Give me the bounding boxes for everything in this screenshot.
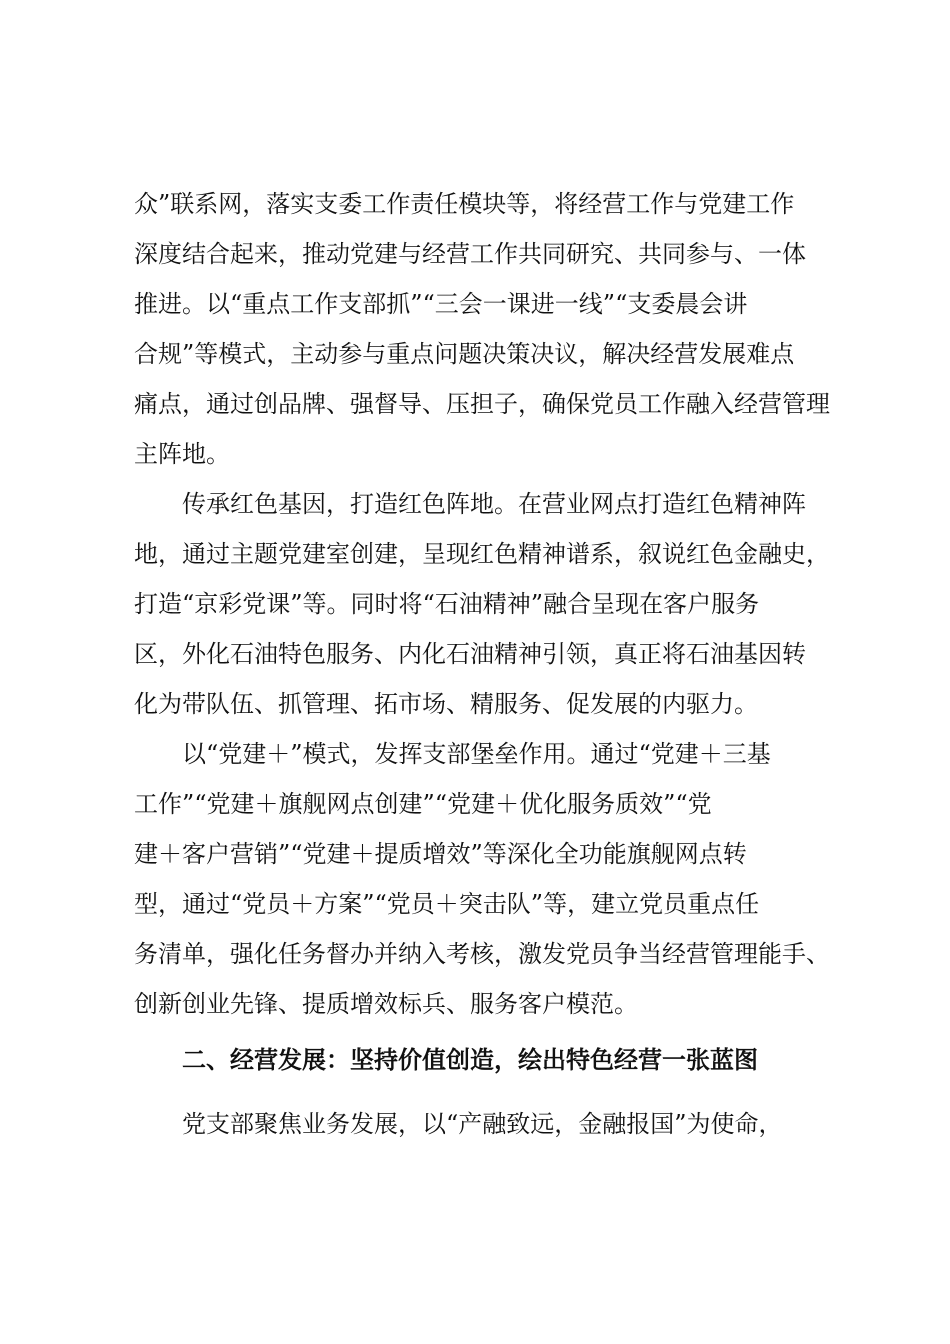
text-line-content: 众”联系网，落实支委工作责任模块等，将经营工作与党建工作 [134, 190, 795, 218]
text-line-content: 建＋客户营销”“党建＋提质增效”等深化全功能旗舰网点转 [134, 840, 747, 868]
text-line-content: 化为带队伍、抓管理、拓市场、精服务、促发展的内驱力。 [134, 690, 758, 718]
text-line [0, 434, 950, 474]
text-line-content: 型，通过“党员＋方案”“党员＋突击队”等，建立党员重点任 [134, 890, 760, 918]
text-line-content: 务清单，强化任务督办并纳入考核，激发党员争当经营管理能手、 [134, 940, 830, 968]
text-line [0, 1104, 950, 1144]
text-line-content: 党支部聚焦业务发展，以“产融致远，金融报国”为使命， [182, 1110, 783, 1138]
text-line-content: 传承红色基因，打造红色阵地。在营业网点打造红色精神阵 [182, 490, 806, 518]
text-line-content: 工作”“党建＋旗舰网点创建”“党建＋优化服务质效”“党 [134, 790, 712, 818]
text-line [0, 734, 950, 774]
text-line [0, 284, 950, 324]
text-line [0, 234, 950, 274]
text-line [0, 884, 950, 924]
text-line-content: 痛点，通过创品牌、强督导、压担子，确保党员工作融入经营管理 [134, 390, 830, 418]
text-line [0, 384, 950, 424]
text-line-content: 深度结合起来，推动党建与经营工作共同研究、共同参与、一体 [134, 240, 806, 268]
text-line-content: 地，通过主题党建室创建，呈现红色精神谱系，叙说红色金融史， [134, 540, 830, 568]
text-line-content: 合规”等模式，主动参与重点问题决策决议，解决经营发展难点 [134, 340, 795, 368]
text-line [0, 984, 950, 1024]
text-line [0, 934, 950, 974]
text-line-content: 主阵地。 [134, 440, 230, 468]
text-line [0, 334, 950, 374]
text-line-content: 以“党建＋”模式，发挥支部堡垒作用。通过“党建＋三基 [182, 740, 771, 768]
text-line [0, 534, 950, 574]
text-line [0, 484, 950, 524]
text-line [0, 584, 950, 624]
text-line [0, 784, 950, 824]
text-line [0, 684, 950, 724]
text-line [0, 184, 950, 224]
text-line-content: 打造“京彩党课”等。同时将“石油精神”融合呈现在客户服务 [134, 590, 760, 618]
section-heading-text: 二、经营发展：坚持价值创造，绘出特色经营一张蓝图 [182, 1046, 758, 1074]
text-line-content: 创新创业先锋、提质增效标兵、服务客户模范。 [134, 990, 638, 1018]
text-line [0, 634, 950, 674]
text-line-content: 推进。以“重点工作支部抓”“三会一课进一线”“支委晨会讲 [134, 290, 748, 318]
text-line-content: 区，外化石油特色服务、内化石油精神引领，真正将石油基因转 [134, 640, 806, 668]
section-heading [0, 1040, 950, 1080]
text-line [0, 834, 950, 874]
